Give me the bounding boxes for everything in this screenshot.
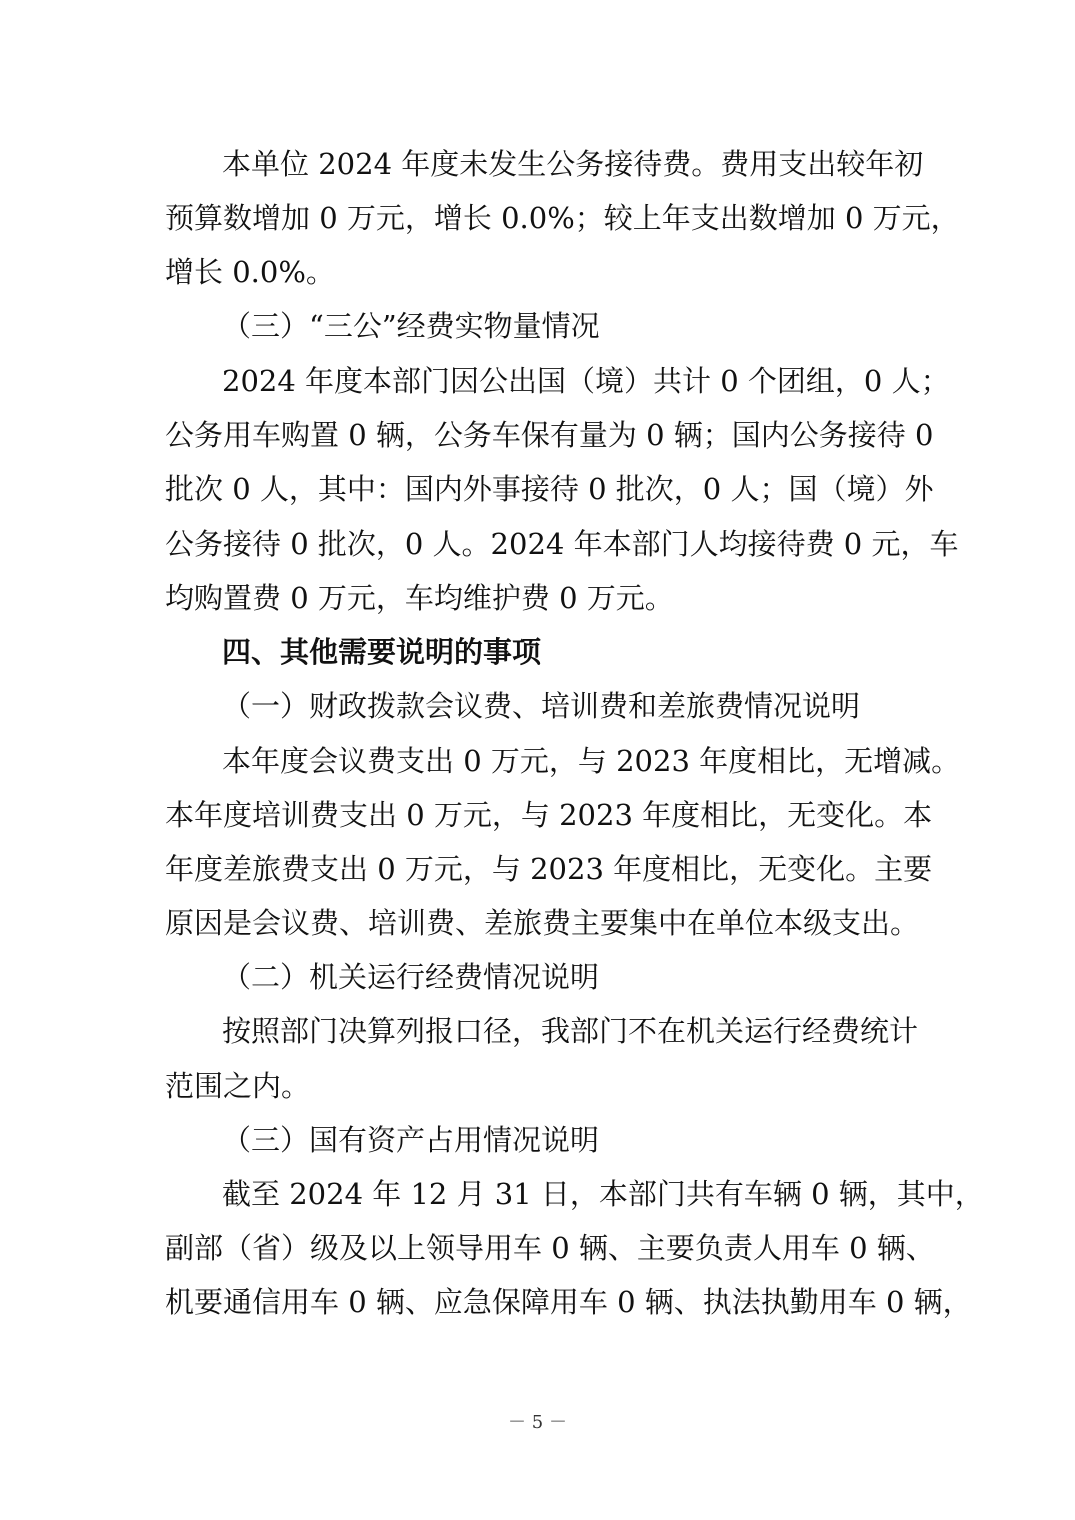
- paragraph-line: 本单位 2024 年度未发生公务接待费。费用支出较年初: [222, 147, 924, 181]
- paragraph-line: 增长 0.0%。: [165, 255, 335, 289]
- page-number: － 5 －: [508, 1412, 567, 1433]
- paragraph-line: 批次 0 人，其中：国内外事接待 0 批次，0 人；国（境）外: [165, 472, 934, 506]
- paragraph-line: 机要通信用车 0 辆、应急保障用车 0 辆、执法执勤用车 0 辆，: [165, 1285, 972, 1319]
- paragraph-line: 截至 2024 年 12 月 31 日，本部门共有车辆 0 辆，其中，: [222, 1177, 984, 1211]
- paragraph-line: 原因是会议费、培训费、差旅费主要集中在单位本级支出。: [165, 906, 920, 940]
- paragraph-line: 公务接待 0 批次，0 人。2024 年本部门人均接待费 0 元，车: [165, 527, 959, 561]
- chapter-heading: 四、其他需要说明的事项: [222, 635, 542, 669]
- paragraph-line: 按照部门决算列报口径，我部门不在机关运行经费统计: [222, 1014, 919, 1048]
- section-heading: （三）“三公”经费实物量情况: [222, 309, 600, 343]
- paragraph-line: 均购置费 0 万元，车均维护费 0 万元。: [165, 581, 674, 615]
- section-heading: （三）国有资产占用情况说明: [222, 1123, 600, 1157]
- paragraph-line: 本年度培训费支出 0 万元，与 2023 年度相比，无变化。本: [165, 798, 933, 832]
- paragraph-line: 范围之内。: [165, 1069, 311, 1103]
- paragraph-line: 本年度会议费支出 0 万元，与 2023 年度相比，无增减。: [222, 744, 961, 778]
- paragraph-line: 年度差旅费支出 0 万元，与 2023 年度相比，无变化。主要: [165, 852, 933, 886]
- paragraph-line: 公务用车购置 0 辆，公务车保有量为 0 辆；国内公务接待 0: [165, 418, 934, 452]
- section-heading: （一）财政拨款会议费、培训费和差旅费情况说明: [222, 689, 861, 723]
- paragraph-line: 副部（省）级及以上领导用车 0 辆、主要负责人用车 0 辆、: [165, 1231, 935, 1265]
- paragraph-line: 2024 年度本部门因公出国（境）共计 0 个团组，0 人；: [222, 364, 950, 398]
- section-heading: （二）机关运行经费情况说明: [222, 960, 600, 994]
- paragraph-line: 预算数增加 0 万元，增长 0.0%；较上年支出数增加 0 万元，: [165, 201, 960, 235]
